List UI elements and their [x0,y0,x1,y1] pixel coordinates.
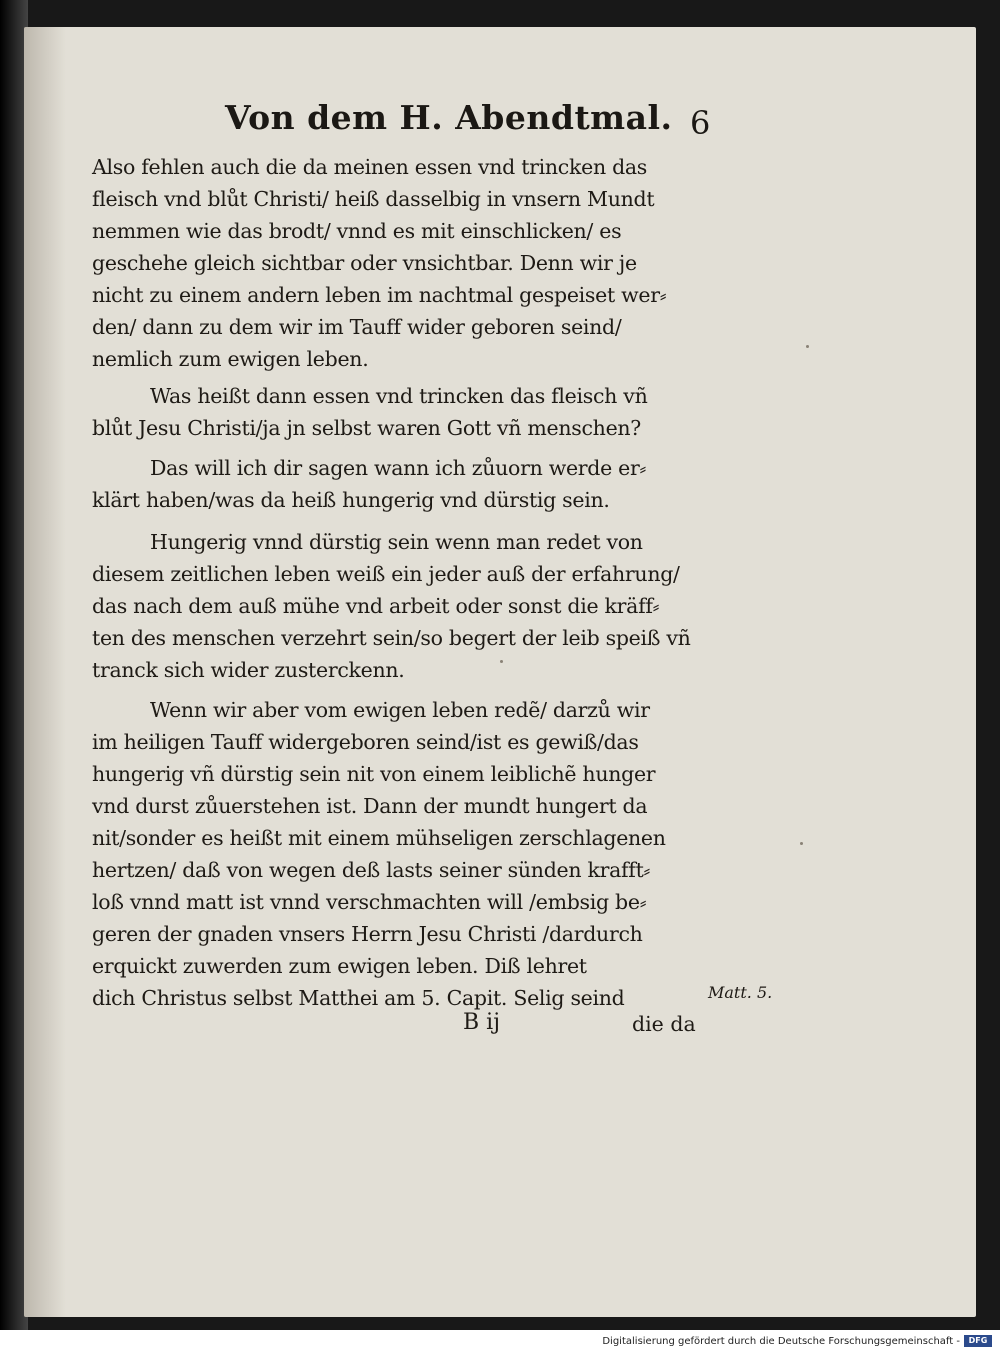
text-line: hertzen/ daß von wegen deß lasts seiner sünden krafft⸗ [92,858,651,882]
text-line: diesem zeitlichen leben weiß ein jeder auß der erfahrung/ [92,562,680,586]
text-line: Hungerig vnnd dürstig sein wenn man redet von [150,530,643,554]
signature-mark: B ij [463,1010,501,1035]
text-line: nemlich zum ewigen leben. [92,347,369,371]
running-title: Von dem H. Abendtmal. [225,98,673,137]
text-line: nit/sonder es heißt mit einem mühseligen zerschlagenen [92,826,666,850]
text-line: Was heißt dann essen vnd trincken das fleisch vñ [150,384,648,408]
text-line: Das will ich dir sagen wann ich zůuorn werde er⸗ [150,456,647,480]
page-gutter-shadow [24,27,66,1317]
text-line: dich Christus selbst Matthei am 5. Capit. Selig seind [92,986,625,1010]
text-line: tranck sich wider zusterckenn. [92,658,405,682]
page-number: 6 [690,104,711,142]
text-line: geren der gnaden vnsers Herrn Jesu Christi /dardurch [92,922,643,946]
paper-speck [500,660,503,663]
text-line: hungerig vñ dürstig sein nit von einem leiblichẽ hunger [92,762,656,786]
text-line: nemmen wie das brodt/ vnnd es mit einschlicken/ es [92,219,622,243]
text-line: erquickt zuwerden zum ewigen leben. Diß lehret [92,954,587,978]
text-line: ten des menschen verzehrt sein/so begert der leib speiß vñ [92,626,691,650]
paper-speck [806,345,809,348]
text-line: klärt haben/was da heiß hungerig vnd dürstig sein. [92,488,610,512]
text-line: blůt Jesu Christi/ja jn selbst waren Gott vñ menschen? [92,416,642,440]
dfg-logo: DFG [964,1335,992,1347]
marginal-reference: Matt. 5. [708,983,773,1002]
footer-credit: Digitalisierung gefördert durch die Deutsche Forschungsgemeinschaft - [602,1336,960,1347]
text-line: nicht zu einem andern leben im nachtmal gespeiset wer⸗ [92,283,667,307]
catchword: die da [632,1012,696,1036]
text-line: das nach dem auß mühe vnd arbeit oder sonst die kräff⸗ [92,594,660,618]
text-line: loß vnnd matt ist vnnd verschmachten will /embsig be⸗ [92,890,647,914]
text-line: fleisch vnd blůt Christi/ heiß dasselbig in vnsern Mundt [92,187,655,211]
text-line: im heiligen Tauff widergeboren seind/ist es gewiß/das [92,730,639,754]
text-line: den/ dann zu dem wir im Tauff wider geboren seind/ [92,315,622,339]
text-line: Wenn wir aber vom ewigen leben redẽ/ darzů wir [150,698,650,722]
paper-speck [800,842,803,845]
text-line: Also fehlen auch die da meinen essen vnd trincken das [92,155,648,179]
text-line: vnd durst zůuerstehen ist. Dann der mundt hungert da [92,794,648,818]
text-line: geschehe gleich sichtbar oder vnsichtbar. Denn wir je [92,251,637,275]
